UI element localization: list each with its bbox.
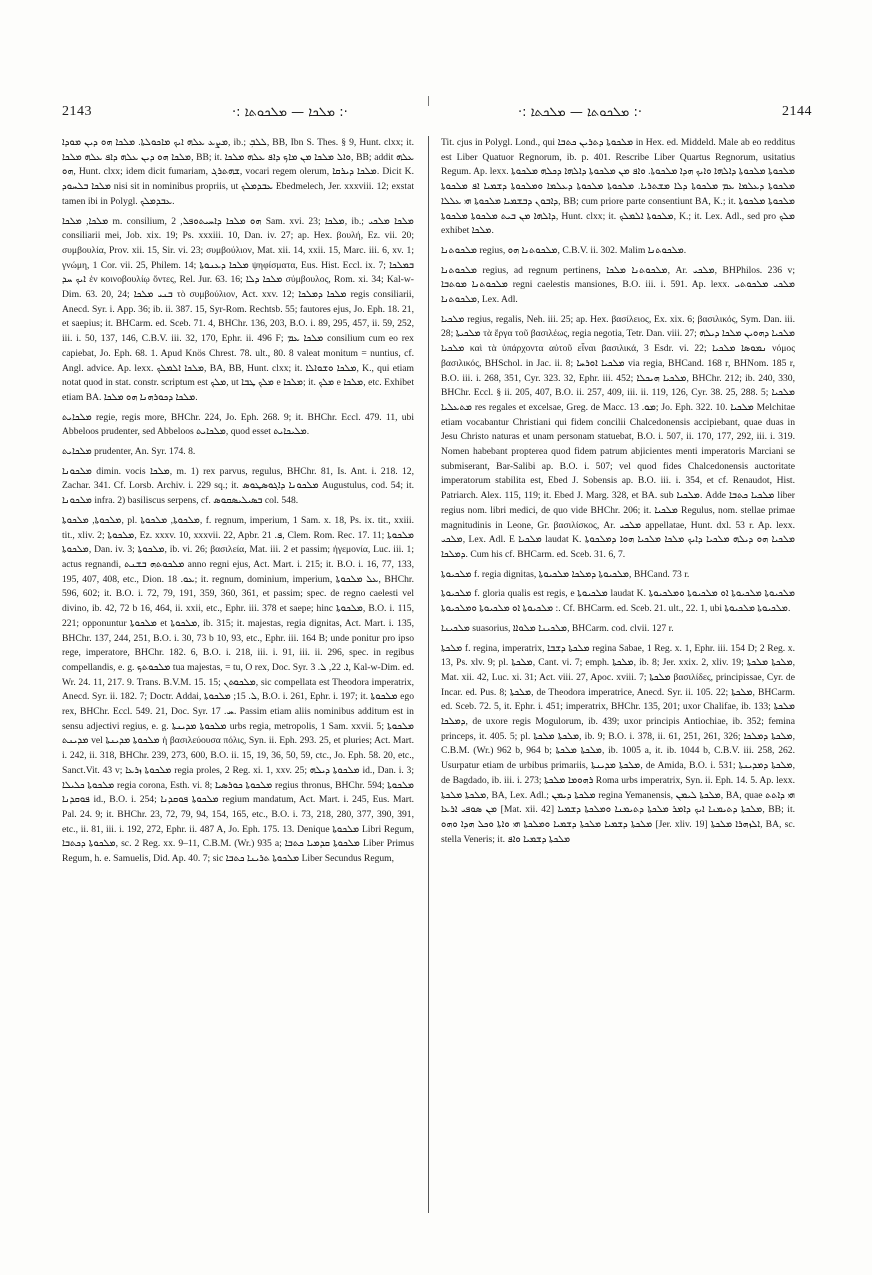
right-column (441, 136, 795, 1219)
entry-melka-consilium (62, 215, 414, 406)
entry-regius-1 (441, 244, 795, 259)
entry-text: Tit. cjus in Polygl. Lond., qui ܡܠܟܘܬܐ ܕܬܪܝܢ ܟܬܒܐ in Hex. ed. Middeld. Male ab eo redditus est Liber Quatuor Regnorum, ib. p. 401. Rescribe Liber Quartus Regnorum, usitatius Regum. Ap. lexx. ܡܠܟܘܬܐ ܡܠܟܘܬܐ ܕܐܠܗܐ ܘܐܝܟ ܗܕܐ ܡܠܟܘܬܐ. ܘܐܦ ܡܢ ܡܠܟܘܬܐ ܕܐܠܗܐ ܕܟܠܗ ܡܠܟܘܬܐ ܡܠܟܘܬܐ ܕܥܠܡܐ ܥܡ ܡܠܟܘܬܐ ܕܠܐ ܡܫܬܪܝܐ. ܡܠܟܘܬܐ ܡܠܟܘܬܐ ܕܥܠܡܐ ܘܡܠܟܘܬܐ ܕܫܡܝܐ ܐܦ ܡܠܟܘܬܐ ܕܐܒܘܢ ܕܒܫܡܝܐ ܡܠܟܘܬܐ ܗܝ ܥܠܠܐ, BB; cum priore parte consentiunt BA, K.; it. ܡܠܟܘܬܐ ܡܠܟܘܬܐ ܕܐܠܗܐ ܡܢ ܒܝܬ ܡܠܟܘܬܐ ܡܠܟܘܬܐ, Hunt. clxx; it. ܡܠܟܘܬܐ ܐܠܡܠܟ, K.; it. Lex. Adl., sed pro ܡܠܟ exhibet ܡܠܟܐ. (441, 137, 795, 237)
entry-text: ܡܨܥ ܥܠܗ ܐܝܟ ܡܐܟܘܠܬܐ. ܡܠܟܐ ܗܘ ܕܝܢ ܡܘܕܐ, ib.; ܠܠܒܼ, BB, Ibn S. Thes. § 9, Hunt. clxx; it. ܡܠܟܐ ܗܘ ܕܝܢ ܥܠܗ ܕܐܦ ܥܠܗ ܡܠܟܐ, BB; it. ܘܐܠ ܡܠܟܐ ܡܢ ܡܐܟ ܕܐܦ ܥܠܗ ܡܠܟܐ, BB; addit ܥܠܗ ܗܘ, Hunt. clxx; idem dicit fumariam, ܫܗܬܪܓ, vocari regem olerum, ܡܠܟܐ ܕܝܪܩܐ. Dicit K. ܡܠܟܐ ܒܠܚܘܕ nisi sit in nominibus propriis, ut ܥܒܕܡܠܟ Ebedmelech, Jer. xxxviii. 12; exstat tamen ibi in Polygl. ܥܒܕܡܠܟ. (62, 137, 414, 207)
entry-gloria-regis (441, 587, 795, 616)
right-headword: ·: ܡܠܟܘܬܐ — ܡܠܟܬܐ :· (517, 104, 642, 120)
entry-text: ܡܠܟܘܬܢܐ regius, ad regnum pertinens, ܡܠܟܘܬܢܐ ܡܠܟܐ, Ar. ܡܠܟܝ, BHPhilos. 236 v; ܡܠܟܘܬܢܐ ܡܘܬܒܐ regni caelestis mansiones, B.O. iii. i. 591. Ap. lexx. ܡܠܟܝ ܡܠܟܘܬܝ ܡܠܟܘܬܢܐ, Lex. Adl. (441, 264, 795, 306)
entry-regia-dignitas (441, 568, 795, 583)
right-page-number: 2144 (782, 104, 812, 119)
entry-text: ܡܠܟܬܐ f. regina, imperatrix, ܡܠܟܬܐ ܕܫܒܐ regina Sabae, 1 Reg. x. 1, Ephr. iii. 154 D; 2 Reg. x. 13, Ps. xlv. 9; pl. ܡܠܟܬܐ, Cant. vi. 7; emph. ܡܠܟܬܐ, ib. 8; Jer. xxix. 2, xliv. 19; ܡܠܟܬܐ ܡܠܟܬܐ, Mat. xii. 42, Luc. xi. 31; Act. viii. 27, Apoc. xviii. 7; ܡܠܟܬܐ βασιλίδες, principissae, Cyr. de Incar. ed. Pus. 8; ܡܠܟܬܐ, de Theodora imperatrice, Anecd. Syr. ii. 105. 22; ܡܠܟܬܐ, BHCarm. ed. Sceb. 72. 5, it. Ephr. i. 451; imperatrix, BHChr. 135, 201; uxor Chalifae, ib. 133; ܡܠܟܬܐ ܕܡܠܟܐ, de uxore regis Mogulorum, ib. 439; uxor principis Antiochiae, ib. 352; femina princeps, it. 405. 5; pl. ܡܠܟܬܐ ܡܠܟܬܐ, ib. 9; B.O. i. 378, ii. 61, 251, 261, 326; ܡܠܟܬܐ ܕܡܠܟܐ, C.B.M. (Wr.) 962 b, 964 b; ܡܠܟܬܐ ܡܠܟܬܐ, ib. 1005 a, it. ib. 1044 b, C.B.V. iii. 258, 262. Usurpatur etiam de urbibus primariis, ܡܠܟܬܐ ܡܕܝܢܬܐ, de Amida, B.O. i. 531; ܡܠܟܬܐ ܕܡܕܝܢܬܐ, de Bagdado, ib. iii. i. 273; ܪܗܘܡܐ ܡܠܟܬܐ Roma urbs imperatrix, Syn. ii. Eph. 14. 5. Ap. lexx. ܡܠܟܬܐ ܡܠܟܬܐ, BA, Lex. Adl.; ܡܠܟܬܐ ܕܝܡܢ regina Yemanensis, ܡܠܟܬܐ ܠܝܡܢ, BA, quae ܗܝ ܕܐܬܬ ܡܢ ܣܘܦܝ ܐܪܥܐ [Mat. xii. 42] ܡܠܟܬܐ ܕܬܝܡܢܐ ܐܝܟ ܕܐܡܪ ܡܠܟܬܐ ܕܬܝܡܢܐ ܘܡܠܟܬܐ ܕܫܡܝܐ, BB; it. ܡܠܟܬܐ ܕܫܡܝܐ ܡܠܟܬܐ ܕܫܡܝܐ ܘܡܠܟܬܐ ܗܝ ܘܐܬܐ ܘܟܠ ܗܕܐ ܘܗܘ [Jer. xliv. 19] ܐܠܙܗܪܐ ܡܠܟܬܐ, BA, sc. stella Veneris; it. ܡܠܟܬܐ ܕܫܡܝܐ ܘܐܦ (441, 642, 795, 845)
running-header (62, 100, 812, 124)
column-divider (428, 136, 429, 1213)
entry-text: ܡܠܟܘܢܐ dimin. vocis ܡܠܟܐ, m. 1) rex parvus, regulus, BHChr. 81, Is. Ant. i. 218. 12, Zachar. 341. Cf. Lorsb. Archiv. i. 229 sq.; it. ܡܠܟܘܢܐ ܕܐܓܘܣܛܘܣ Augustulus, cod. 54; it. ܡܠܟܘܢܐ infra. 2) basiliscus serpens, cf. ܒܣܝܠܝܣܩܘܣ col. 548. (62, 465, 414, 507)
entry-suasorius (441, 622, 795, 637)
entry-text: ܡܠܟܝܢܐ suasorius, ܡܠܟܝܢܐ ܡܠܘܐܐ, BHCarm. cod. clvii. 127 r. (441, 622, 674, 634)
entry-regie (62, 411, 414, 440)
entry-regnum-continued (441, 136, 795, 239)
entry-text: ܡܠܟܘܬܐ, ܡܠܟܘܬܐ, pl. ܡܠܟܘܬܐ, ܡܠܟܘܬܐ, f. regnum, imperium, 1 Sam. x. 18, Ps. ix. tit., xxiii. tit., xliv. 2; ܡܠܟܘܬܐ, Ez. xxxv. 10, xxxvii. 22, Apbr. ܦ. 21, Clem. Rom. Rec. 17. 11; ܡܠܟܘܬܐ ܡܠܟܘܬܐ, Dan. iv. 3; ܡܠܟܘܬܐ, ib. vi. 26; βασιλεία, Mat. iii. 2 et passim; ἡγεμονία, Luc. iii. 1; actus regnandi, ܡܠܟܘܬܗ ܒܫܢܬ anno regni ejus, Act. Mart. i. 215; it. B.O. i. 16, 77, 133, 195, 407, 408, etc., Dion. ܥܘ. 18; it. regnum, dominium, imperium, ܥܠ ܡܠܟܘܬܐ, BHChr. 596, 602; it. B.O. i. 72, 79, 191, 359, 360, 361, et passim; spec. de regno caelesti vel divino, ib. 42, 72 b 16, 464, ii. xxii, etc., Ephr. iii. 378 et saepe; hinc ܡܠܟܘܬܐ, B.O. i. 115, 221; opponuntur ܡܠܟܘܬܐ et ܡܠܟܘܬܐ, ib. 315; it. majestas, regia dignitas, Act. Mart. i. 135, BHChr. 137, 244, 251, B.O. i. 30, 73 b 10, 93, etc., Ephr. iii. 164 B; unde ponitur pro ipso rege, imperatore, BHChr. 182. 6, B.O. i. 218, iii. i. 91, iii. ii. 296, spec. in regibus compellandis, e. g. ܡܠܟܘܬܟ tua majestas, = tu, O rex, Doc. Syr. ܐ. 22, ܠ. 3, Kal-w-Dim. ed. Wr. 24. 11, 217. 9. Trans. B.V.M. 15. 15; ܡܠܟܘܬܢ, sic compellata est Theodora imperatrix, Anecd. Syr. ii. 182. 7; Doctr. Addai, ܠ. 15; ܡܠܟܘܬܐ, B.O. i. 261, Ephr. i. 197; it. ܡܠܟܘܬܐ ego rex, BHChr. Eccl. 549. 21, Doc. Syr. ܚ. 17. Passim etiam aliis nominibus additum est in sensu adjectivi regius, e. g. ܡܠܟܘܬܐ ܡܕܝܢܬܐ urbs regia, metropolis, 1 Sam. xxvii. 5; ܡܠܟܘܬܐ ܡܕܝܢܬ vel ܡܠܟܘܬܐ ܡܕܝܢܬܐ ἡ βασιλεύουσα πόλις, Syn. ii. Eph. 293. 25, et pluries; Act. Mart. i. 242, ii. 318, BHChr. 239, 273, 600, B.O. ii. 15, 19, 36, 50, 59, ctc., Jo. Eph. 58. 20, etc., Sanct.Vit. 43 v; ܡܠܟܘܬܐ ܙܪܥܐ regia proles, 2 Reg. xi. 1, xxv. 25; ܡܠܟܘܬܐ ܕܝܠܗ id., Dan. i. 3; ܡܠܟܘܬܐ ܟܠܝܠܐ regia corona, Esth. vi. 8; ܡܠܟܘܬܐ ܟܘܪܣܝܐ regius thronus, BHChr. 594; ܡܠܟܘܬܐ ܦܘܩܕܢܐ id., B.O. i. 254; ܡܠܟܘܬܐ ܦܘܩܕܢܐ regium mandatum, Act. Mart. i. 245, Eus. Mart. Pal. 24. 9; it. BHChr. 23, 72, 79, 94, 154, 165, etc., B.O. i. 73, 218, 280, 377, 390, 391, etc., ii. 81, iii. i. 192, 272, Ephr. ii. 487 A, Jo. Eph. 175. 13. Denique ܡܠܟܘܬܐ Libri Regum, ܡܠܟܘܬܐ ܕܟܬܒܐ, sc. 2 Reg. xx. 9–11, C.B.M. (Wr.) 935 a; ܡܠܟܘܬܐ ܩܕܡܝܐ ܟܬܒܐ Liber Primus Regum, h. e. Samuelis, Did. Ap. 40. 7; sic ܡܠܟܘܬܐ ܬܪܝܢܐ ܟܬܒܐ Liber Secundus Regum, (62, 514, 414, 865)
entry-text: ܡܠܟܐ, ܡܠܟܐ m. consilium, ܗܘ ܡܠܟܐ ܕܐܚܝܬܘܦܠ, 2 Sam. xvi. 23; ܡܠܟܐ, ib.; ܡܠܟܐ ܡܠܟܝ consiliarii mei, Job. xix. 19; Ps. xxxiii. 10, Dan. iv. 27; ap. Hex. βουλή, Ez. vii. 20; συμβουλία, Prov. xii. 15, Sir. vi. 23; συμβούλιον, Mat. xii. 14, xxii. 15, Marc. iii. 6, xv. 1; γνώμη, 1 Cor. vii. 25, Philem. 14; ܡܠܟܐ ܕܥܢܘܬܐ ψηφίσματα, Eus. Hist. Eccl. ix. 7; ܒܡܠܟܐ ܐܝܟ ܚܕ ἐν κοινοβουλίῳ ὄντες, Rel. Jur. 63. 16; ܡܠܟܐ ܕܠܐ σύμβουλος, Rom. xi. 34; Kal-w-Dim. 63. 20, 24; ܒܢܝ ܡܠܟܐ τὸ συμβούλιον, Act. xxv. 12; ܡܠܟܐ ܕܡܠܟܐ regis consiliarii, Anecd. Syr. i. App. 36; ib. ii. 387. 15, Syr-Rom. Rechtsb. 55; fautores ejus, Jo. Eph. 18. 21, et saepius; it. BHCarm. ed. Sceb. 71. 4, BHChr. 136, 203, B.O. i. 89, 295, 457, ii. 59, 252, iii. i. 50, 137, 146, C.B.V. iii. 32, 170, Ephr. ii. 496 F; ܡܠܟܐ ܥܡ consilium cum eo rex capiebat, Jo. Eph. 68. 1. Apud Knös Chrest. 78. ult., 80. 8 valeat monitum = nuntius, cf. Angl. advice. Ap. lexx. ܡܠܟܐ ܐܠܡܠܟ, BA, BB, Hunt. clxx; it. ܡܠܟܐ ܘܫܘܐܠܐ, K., qui etiam notat quod in stat. constr. scriptum est ܡܠܟ, ut ܡܠܟ ܛܒܐ e ܡܠܟܐ; it. ܡܠܟ e ܡܠܟܐ, etc. Exhibet etiam BA. ܡܠܟܐ ܕܟܘܪܗܢܐ ܗܘ ܡܠܟܐ. (62, 215, 414, 403)
entry-regius-2 (441, 264, 795, 308)
entry-regina (441, 642, 795, 848)
entry-text: ܡܠܟܘܬܢܐ regius, ܡܠܟܘܬܢܐ ܗܘ, C.B.V. ii. 302. Malim ܡܠܟܘܬܢܐ. (441, 244, 687, 256)
left-page-number: 2143 (62, 104, 92, 119)
top-tick-mark (428, 96, 429, 106)
left-headword: ·: ܡܠܟܐ — ܡܠܟܘܬܐ :· (232, 104, 348, 120)
entry-malka-herb (62, 136, 414, 210)
entry-text: ܡܠܟܝܘܬܐ f. regia dignitas, ܡܠܟܝܘܬܐ ܕܡܠܟܐ ܡܠܟܝܘܬܐ, BHCand. 73 r. (441, 568, 690, 580)
entry-prudenter (62, 445, 414, 460)
entry-regulus (62, 465, 414, 509)
entry-regnum (62, 514, 414, 867)
left-column (62, 136, 414, 1219)
entry-text: ܡܠܟܝܘܬܐ f. gloria qualis est regis, e ܡܠܟܝܘܬܐ laudat K. ܡܠܟܝܘܬܐ ܡܠܟܝܘܬܐ ܐܘ ܡܠܟܝܘܬܐ ܘܡܠܟܝܘܬܐ : ܡܠܟܝܘܬܐ ܐܘ ܡܠܟܝܘܬܐ ܘܡܠܟܝܘܬܐ. Cf. BHCarm. ed. Sceb. 21. ult., 22. 1, ubi ܡܠܟܝܘܬܐ ܡܠܟܝܘܬܐ. (441, 588, 795, 615)
entry-text: ܡܠܟܐܝܬ prudenter, An. Syr. 174. 8. (62, 446, 196, 458)
entry-regalis (441, 313, 795, 563)
entry-text: ܡܠܟܝܐ regius, regalis, Neh. iii. 25; ap. Hex. βασίλειος, Ex. xix. 6; βασιλικός, Sym. Dan. iii. 28; ܡܠܟܝܬܐ τὰ ἔργα τοῦ βασιλέως, regia negotia, Tetr. Dan. viii. 27; ܡܠܟܝܐ ܕܗܘܝܢ ܡܠܟܐ ܕܝܠܗ ܡܠܟܝܐ καὶ τὰ ὑπάρχοντα αὐτοῦ εἶναι βασιλικά, 3 Esdr. vi. 22; ܢܡܘܣܐ ܡܠܟܝܐ νόμος βασιλικός, BHSchol. in Jac. ii. 8; ܡܠܟܝܐ ܐܘܪܚܐ via regia, BHCand. 168 r, BHNom. 185 r, B.O. iii. i. 268, 351, Cyr. 323. 32, Ephr. iii. 452; ܡܠܟܝܐ ܗܝܟܠܐ, BHChr. 212; ib. 240, 330, BHChr. Eccl. § ii. 205, 407, B.O. ii. 257, 409, iii. ii. 119, 126, Cyr. 38. 25, 288. 5; ܡܠܟܝܐ ܡܬܥܠܝܐ res regales et excelsae, Greg. de Macc. ܡܘ. 13; Jo. Eph. 322. 10. ܡܠܟܝܐ Melchitae etiam vocabantur Christiani qui fidem concilii Chalcedonensis accipiebant, quae duas in Jesu Christo naturas et unam personam statuebat, B.O. i. 507, ii. 170, 177, 292, iii. i. 319. Nomen habebant propterea quod fidem patrum abjicientes menti imperatoris Marciani se submiserant, Bar-Salibi ap. B.O. i. 507; vel quod fides Chalcedonensis auctoritate imperatorum stabilita est, Ebed J. Sobensis ap. B.O. iii. i. 354, et cf. Renaudot, Hist. Patriarch. Alex. 115, 119; it. Ebed J. Marg. 328, et BA. sub ܡܠܟܝܐ. Adde ܡܠܟܝܐ ܟܬܒܐ liber regius nom. libri medici, de quo vide BHChr. 206; it. ܡܠܟܝܐ Regulus, nom. stellae primae magnitudinis in Leone, Gr. βασιλίσκος, Ar. ܡܠܟܝ appellatae, Hunt. dxl. 53 r. Ap. lexx. ܡܠܟܝ, Lex. Adl. E ܡܠܟܝܐ laudat K. ܡܠܟܝܐ ܗܘ ܕܝܠܗ ܡܠܟܝܐ ܕܐܝܟ ܡܠܟܐ ܡܠܟܝܐ ܗܘܐ ܕܡܠܟܘܬܐ ܕܡܠܟܐ. Cum his cf. BHCarm. ed. Sceb. 31. 6, 7. (441, 313, 795, 560)
entry-text: ܡܠܟܐܝܬ regie, regis more, BHChr. 224, Jo. Eph. 268. 9; it. BHChr. Eccl. 479. 11, ubi Abbeloos prudenter, sed Abbeloos ܡܠܟܐܝܬ, quod esset ܡܠܝܟܐܝܬ. (62, 411, 414, 438)
